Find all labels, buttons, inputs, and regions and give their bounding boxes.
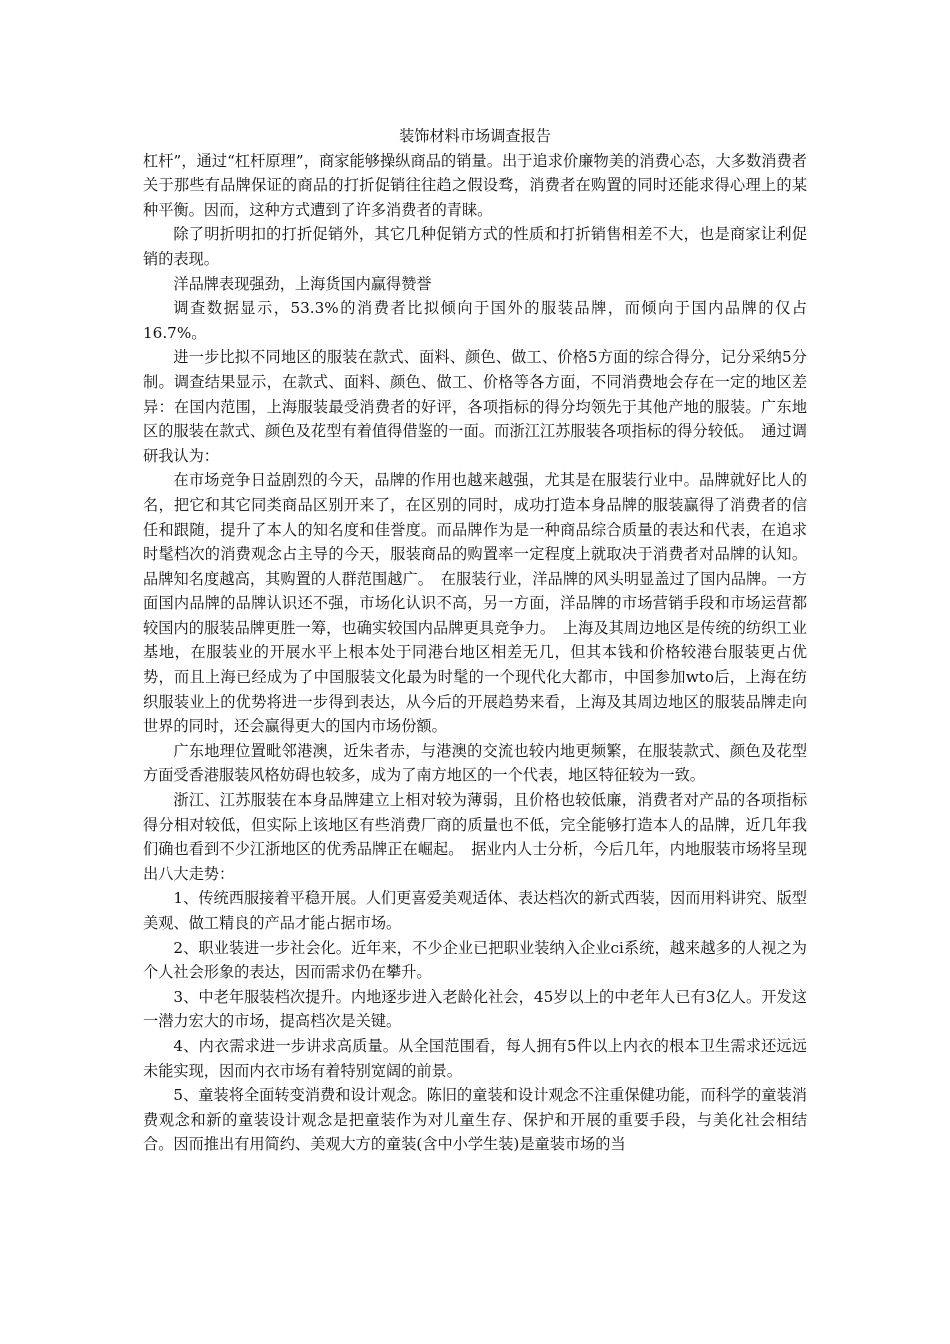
document-title: 装饰材料市场调查报告 [399, 127, 551, 145]
paragraph: 除了明折明扣的打折促销外，其它几种促销方式的性质和打折销售相差不大，也是商家让利促销的表现。 [143, 225, 807, 268]
paragraph: 广东地理位置毗邻港澳，近朱者赤，与港澳的交流也较内地更频繁，在服装款式、颜色及花型方面受香港服装风格妨碍也较多，成为了南方地区的一个代表，地区特征较为一致。 [143, 741, 807, 785]
section-heading: 洋品牌表现强劲，上海货国内赢得赞誉 [173, 274, 432, 293]
document-page [143, 124, 807, 1157]
paragraph: 调查数据显示，53.3%的消费者比拟倾向于国外的服装品牌，而倾向于国内品牌的仅占16.7%。 [143, 299, 807, 342]
list-item: 5、童装将全面转变消费和设计观念。陈旧的童装和设计观念不注重保健功能，而科学的童装消费观念和新的童装设计观念是把童装作为对儿童生存、保护和开展的重要手段，与美化社会相结合。因而推出有用简约、美观大方的童装(含中小学生装)是童装市场的当 [143, 1086, 807, 1154]
list-item: 4、内衣需求进一步讲求高质量。从全国范围看，每人拥有5件以上内衣的根本卫生需求还远远未能实现，因而内衣市场有着特别宽阔的前景。 [143, 1036, 807, 1080]
paragraph: 进一步比拟不同地区的服装在款式、面料、颜色、做工、价格5方面的综合得分，记分采纳5分制。调查结果显示，在款式、面料、颜色、做工、价格等各方面，不同消费地会存在一定的地区差异：在国内范围，上海服装最受消费者的好评，各项指标的得分均领先于其他产地的服装。广东地区的服装在款式、颜色及花型有着值得借鉴的一面。而浙江江苏服装各项指标的得分较低。 通过调研我认为： [143, 348, 807, 465]
list-item: 1、传统西服接着平稳开展。人们更喜爱美观适体、表达档次的新式西装，因而用料讲究、版型美观、做工精良的产品才能占据市场。 [143, 889, 807, 932]
list-item: 2、职业装进一步社会化。近年来，不少企业已把职业装纳入企业ci系统，越来越多的人视之为个人社会形象的表达，因而需求仍在攀升。 [143, 938, 807, 982]
list-item: 3、中老年服装档次提升。内地逐步进入老龄化社会，45岁以上的中老年人已有3亿人。开发这一潜力宏大的市场，提高档次是关键。 [143, 987, 807, 1031]
paragraph: 在市场竞争日益剧烈的今天，品牌的作用也越来越强，尤其是在服装行业中。品牌就好比人的名，把它和其它同类商品区别开来了，在区别的同时，成功打造本身品牌的服装赢得了消费者的信任和跟随，提升了本人的知名度和佳誉度。而品牌作为是一种商品综合质量的表达和代表，在追求时髦档次的消费观念占主导的今天，服装商品的购置率一定程度上就取决于消费者对品牌的认知。品牌知名度越高，其购置的人群范围越广。 在服装行业，洋品牌的风头明显盖过了国内品牌。一方面国内品牌的品牌认识还不强，市场化认识不高，另一方面，洋品牌的市场营销手段和市场运营都较国内的服装品牌更胜一筹，也确实较国内品牌更具竞争力。 上海及其周边地区是传统的纺织工业基地，在服装业的开展水平上根本处于同港台地区相差无几，但其本钱和价格较港台服装更占优势，而且上海已经成为了中国服装文化最为时髦的一个现代化大都市，中国参加wto后，上海在纺织服装业上的优势将进一步得到表达，从今后的开展趋势来看，上海及其周边地区的服装品牌走向世界的同时，还会赢得更大的国内市场份额。 [143, 471, 807, 736]
paragraph: 杠杆”，通过“杠杆原理”，商家能够操纵商品的销量。出于追求价廉物美的消费心态，大多数消费者关于那些有品牌保证的商品的打折促销往往趋之假设骛，消费者在购置的同时还能求得心理上的某种平衡。因而，这种方式遭到了许多消费者的青睐。 [143, 151, 807, 219]
document-body [143, 149, 807, 1157]
paragraph: 浙江、江苏服装在本身品牌建立上相对较为薄弱，且价格也较低廉，消费者对产品的各项指标得分相对较低，但实际上该地区有些消费厂商的质量也不低，完全能够打造本人的品牌，近几年我们确也看到不少江浙地区的优秀品牌正在崛起。 据业内人士分析，今后几年，内地服装市场将呈现出八大走势： [143, 791, 807, 883]
